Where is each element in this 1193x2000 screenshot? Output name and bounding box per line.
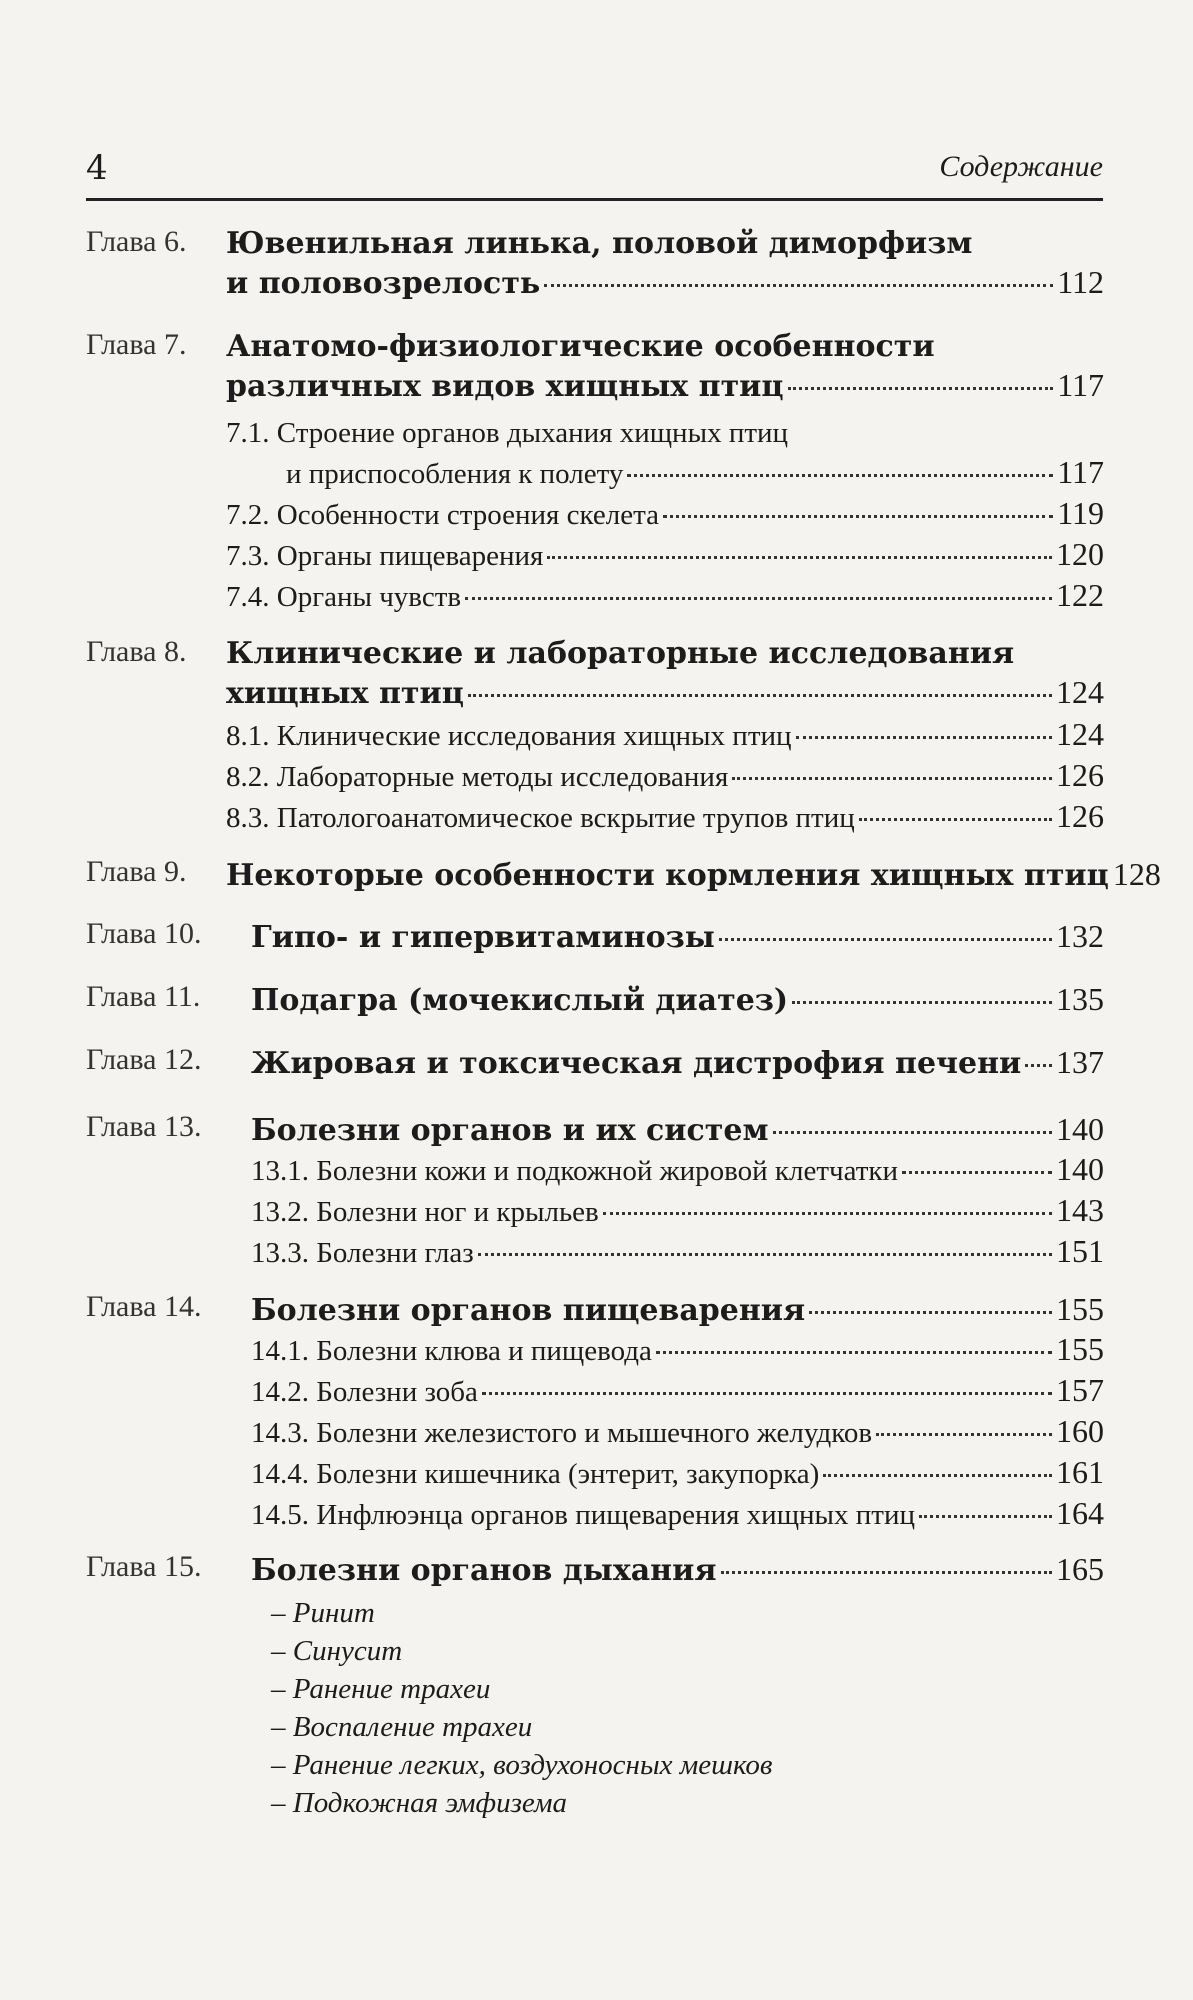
page-ref: 164 (1056, 1495, 1104, 1531)
page-ref: 155 (1056, 1331, 1104, 1367)
dot-leader (719, 938, 1052, 941)
dot-leader (902, 1171, 1052, 1174)
dot-leader (919, 1515, 1052, 1518)
section-title: 14.5. Инфлюэнца органов пищеварения хищных птиц (251, 1499, 916, 1531)
toc-line (226, 453, 1104, 494)
subitem: – Ринит (271, 1597, 375, 1629)
dot-leader (663, 515, 1053, 518)
section-title: 7.2. Особенности строения скелета (226, 499, 659, 531)
section-title: 14.3. Болезни железистого и мышечного желудков (251, 1417, 873, 1449)
toc-line (226, 673, 1104, 713)
dot-leader (465, 597, 1052, 600)
chapter-label: Глава 12. (86, 1043, 202, 1076)
page-ref: 140 (1056, 1111, 1104, 1147)
page-ref: 155 (1056, 1291, 1104, 1327)
page-header (86, 148, 1103, 201)
subitem: – Ранение трахеи (271, 1673, 491, 1705)
section-title: 14.4. Болезни кишечника (энтерит, закупорка) (251, 1458, 820, 1490)
toc-line (251, 1453, 1104, 1494)
toc-line (251, 1191, 1104, 1232)
dot-leader (796, 736, 1052, 739)
dot-leader (788, 387, 1054, 390)
toc-line (251, 1371, 1104, 1412)
section-title: 8.1. Клинические исследования хищных птиц (226, 720, 792, 752)
chapter-title: Клинические и лабораторные исследования (226, 636, 1015, 671)
dot-leader (482, 1392, 1052, 1395)
chapter-label: Глава 7. (86, 328, 187, 361)
section-title-end: и приспособления к полету (286, 458, 624, 490)
chapter-title-end: различных видов хищных птиц (226, 369, 784, 404)
dot-leader (876, 1433, 1052, 1436)
dot-leader (773, 1131, 1052, 1134)
section-title: 7.1. Строение органов дыхания хищных птиц (226, 417, 789, 449)
section-title: 7.3. Органы пищеварения (226, 540, 544, 572)
toc-line (251, 980, 1104, 1020)
section-title: 7.4. Органы чувств (226, 581, 462, 613)
chapter-title: Ювенильная линька, половой диморфизм (226, 226, 973, 261)
section-title: 13.2. Болезни ног и крыльев (251, 1196, 599, 1228)
chapter-label: Глава 14. (86, 1290, 202, 1323)
page-number: 4 (86, 148, 108, 188)
section-title: 14.1. Болезни клюва и пищевода (251, 1335, 652, 1367)
page-ref: 124 (1056, 716, 1104, 752)
subitem: – Воспаление трахеи (271, 1711, 533, 1743)
chapter-title-end: и половозрелость (226, 266, 541, 301)
chapter-label: Глава 9. (86, 855, 187, 888)
section-title: 13.1. Болезни кожи и подкожной жировой клетчатки (251, 1155, 899, 1187)
dot-leader (809, 1311, 1052, 1314)
page-ref: 151 (1056, 1233, 1104, 1269)
toc-line (226, 797, 1104, 838)
section-list (226, 414, 1104, 617)
subitem: – Подкожная эмфизема (271, 1787, 568, 1819)
dot-leader (823, 1474, 1052, 1477)
section-title: 8.3. Патологоанатомическое вскрытие трупов птиц (226, 802, 855, 834)
dot-leader (627, 474, 1053, 477)
chapter-label: Глава 10. (86, 917, 202, 950)
dot-leader (732, 777, 1052, 780)
page-ref: 112 (1057, 264, 1104, 300)
toc-line (251, 1550, 1104, 1590)
chapter-title: Гипо- и гипервитаминозы (251, 920, 715, 955)
section-title: 13.3. Болезни глаз (251, 1237, 474, 1269)
dot-leader (1025, 1064, 1052, 1067)
page-ref: 117 (1057, 367, 1104, 403)
toc-line (251, 1043, 1104, 1083)
toc-line (226, 535, 1104, 576)
chapter-label: Глава 13. (86, 1110, 202, 1143)
toc-line (251, 1110, 1104, 1150)
page-ref: 117 (1057, 454, 1104, 490)
chapter-title: Подагра (мочекислый диатез) (251, 983, 789, 1018)
section-list (226, 715, 1104, 838)
section-title: 14.2. Болезни зоба (251, 1376, 478, 1408)
page-ref: 165 (1056, 1551, 1104, 1587)
toc-line (251, 1412, 1104, 1453)
section-list (251, 1330, 1104, 1535)
dot-leader (544, 284, 1053, 287)
chapter-title-end: хищных птиц (226, 676, 464, 711)
toc-line (226, 494, 1104, 535)
toc-line (251, 1290, 1104, 1330)
page-ref: 126 (1056, 798, 1104, 834)
page-ref: 119 (1057, 495, 1104, 531)
toc-line (226, 855, 1161, 895)
subitem-list (251, 1594, 1104, 1822)
section-title: 8.2. Лабораторные методы исследования (226, 761, 729, 793)
toc-line (226, 756, 1104, 797)
page-ref: 157 (1056, 1372, 1104, 1408)
chapter-label: Глава 8. (86, 635, 187, 668)
page-ref: 161 (1056, 1454, 1104, 1490)
subitem: – Синусит (271, 1635, 403, 1667)
page-ref: 143 (1056, 1192, 1104, 1228)
dot-leader (859, 818, 1052, 821)
page-ref: 135 (1056, 981, 1104, 1017)
running-title: Содержание (939, 150, 1103, 183)
toc-line (251, 1494, 1104, 1535)
page-ref: 124 (1056, 674, 1104, 710)
section-list (251, 1150, 1104, 1273)
toc-line (251, 917, 1104, 957)
toc-line (226, 576, 1104, 617)
page-ref: 140 (1056, 1151, 1104, 1187)
chapter-title: Анатомо-физиологические особенности (226, 329, 935, 364)
dot-leader (603, 1212, 1052, 1215)
toc-line (226, 366, 1104, 406)
page-ref: 132 (1056, 918, 1104, 954)
dot-leader (721, 1571, 1052, 1574)
page-ref: 120 (1056, 536, 1104, 572)
page-ref: 122 (1056, 577, 1104, 613)
dot-leader (478, 1253, 1052, 1256)
chapter-title: Болезни органов пищеварения (251, 1293, 806, 1328)
page-ref: 126 (1056, 757, 1104, 793)
dot-leader (656, 1351, 1052, 1354)
chapter-label: Глава 6. (86, 225, 187, 258)
chapter-title: Жировая и токсическая дистрофия печени (251, 1046, 1022, 1081)
chapter-title: Некоторые особенности кормления хищных птиц (226, 858, 1109, 893)
toc-line (251, 1150, 1104, 1191)
subitem: – Ранение легких, воздухоносных мешков (271, 1749, 773, 1781)
toc-line (226, 263, 1104, 303)
toc-line (251, 1232, 1104, 1273)
chapter-label: Глава 15. (86, 1550, 202, 1583)
dot-leader (547, 556, 1052, 559)
dot-leader (468, 694, 1052, 697)
chapter-title: Болезни органов и их систем (251, 1113, 769, 1148)
page-ref: 137 (1056, 1044, 1104, 1080)
toc-line (226, 715, 1104, 756)
chapter-label: Глава 11. (86, 980, 201, 1013)
toc-line (251, 1330, 1104, 1371)
dot-leader (792, 1001, 1052, 1004)
chapter-title: Болезни органов дыхания (251, 1553, 717, 1588)
page-ref: 160 (1056, 1413, 1104, 1449)
page-ref: 128 (1112, 856, 1161, 892)
